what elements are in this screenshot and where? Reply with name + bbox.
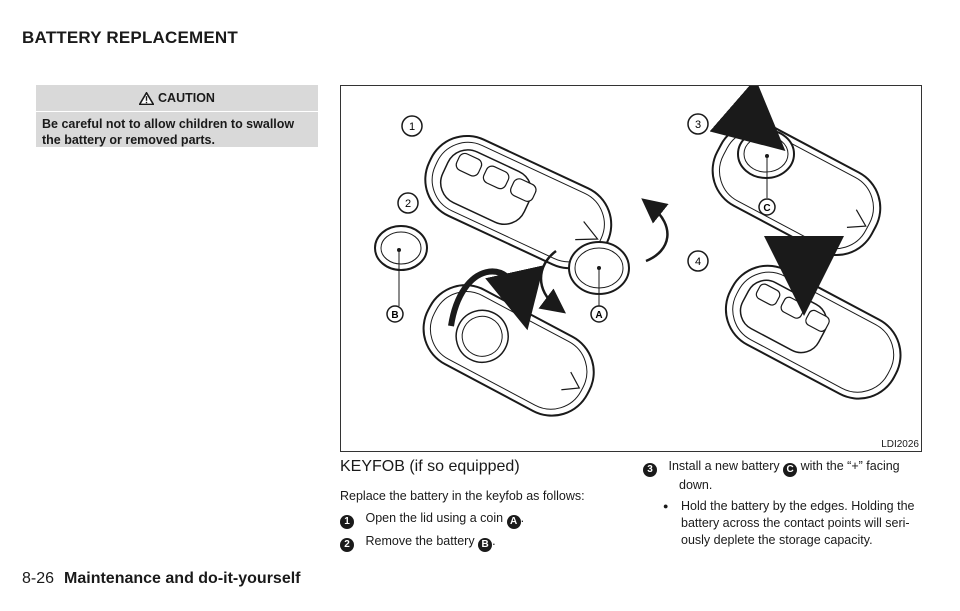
step-2-suffix: .: [492, 534, 496, 548]
svg-text:B: B: [391, 310, 399, 321]
callout-b: [387, 306, 403, 322]
callout-3: [688, 114, 708, 134]
svg-text:4: 4: [694, 256, 702, 268]
callout-a: [591, 306, 607, 322]
bullet-dot: ●: [663, 501, 669, 511]
page-footer: [22, 570, 301, 588]
svg-text:3: 3: [694, 119, 702, 131]
svg-text:C: C: [763, 203, 771, 214]
ref-c-badge: C: [783, 463, 797, 477]
caution-text-line: Be careful not to allow children to swallow: [42, 117, 295, 131]
intro-text: Replace the battery in the keyfob as follows:: [340, 489, 585, 503]
step-1-suffix: .: [520, 511, 525, 525]
step-number-3: 3: [643, 463, 657, 477]
figure-code: LDI2026: [881, 439, 919, 450]
ref-a-badge: A: [507, 515, 521, 529]
keyfob-diagram: [341, 86, 921, 451]
keyfob-heading: KEYFOB (if so equipped): [340, 458, 520, 475]
step-1: [340, 510, 524, 529]
step-2: [340, 533, 496, 552]
step-1-text: Open the lid using a coin: [365, 511, 504, 525]
caution-text: [36, 112, 318, 148]
bullet-note: [663, 498, 925, 549]
battery-b: [375, 226, 427, 270]
svg-text:1: 1: [408, 121, 416, 133]
caution-box: [36, 85, 318, 147]
callout-c: [759, 199, 775, 215]
caution-text-line: the battery or removed parts.: [42, 133, 215, 147]
battery-c: [738, 130, 794, 178]
bullet-line: Hold the battery by the edges. Holding the: [681, 499, 915, 513]
caution-header: [36, 85, 318, 112]
footer-section: Maintenance and do-it-yourself: [64, 570, 301, 587]
step-3: [643, 458, 925, 494]
warning-icon: [139, 92, 154, 105]
bullet-line: battery across the contact points will seri-: [681, 516, 910, 530]
step-3-text: Install a new battery: [668, 459, 780, 473]
callout-2: [398, 193, 418, 213]
step-number-2: 2: [340, 538, 354, 552]
step-3-text-line2: down.: [679, 478, 713, 492]
svg-text:2: 2: [404, 198, 412, 210]
section-title: BATTERY REPLACEMENT: [22, 28, 238, 47]
step-3-text-after: with the “+” facing: [800, 459, 900, 473]
step-number-1: 1: [340, 515, 354, 529]
step-2-text: Remove the battery: [365, 534, 475, 548]
svg-text:A: A: [595, 310, 603, 321]
rotate-arrow-up: [646, 206, 667, 261]
callout-1: [402, 116, 422, 136]
callout-4: [688, 251, 708, 271]
page-number: 8-26: [22, 570, 55, 587]
caution-heading: CAUTION: [158, 91, 215, 105]
bullet-line: ously deplete the storage capacity.: [681, 533, 873, 547]
ref-b-badge: B: [478, 538, 492, 552]
keyfob-open-3: [699, 109, 895, 269]
keyfob-open-2: [409, 271, 607, 430]
keyfob-closed-4: [712, 252, 915, 413]
keyfob-illustration: [340, 85, 922, 452]
